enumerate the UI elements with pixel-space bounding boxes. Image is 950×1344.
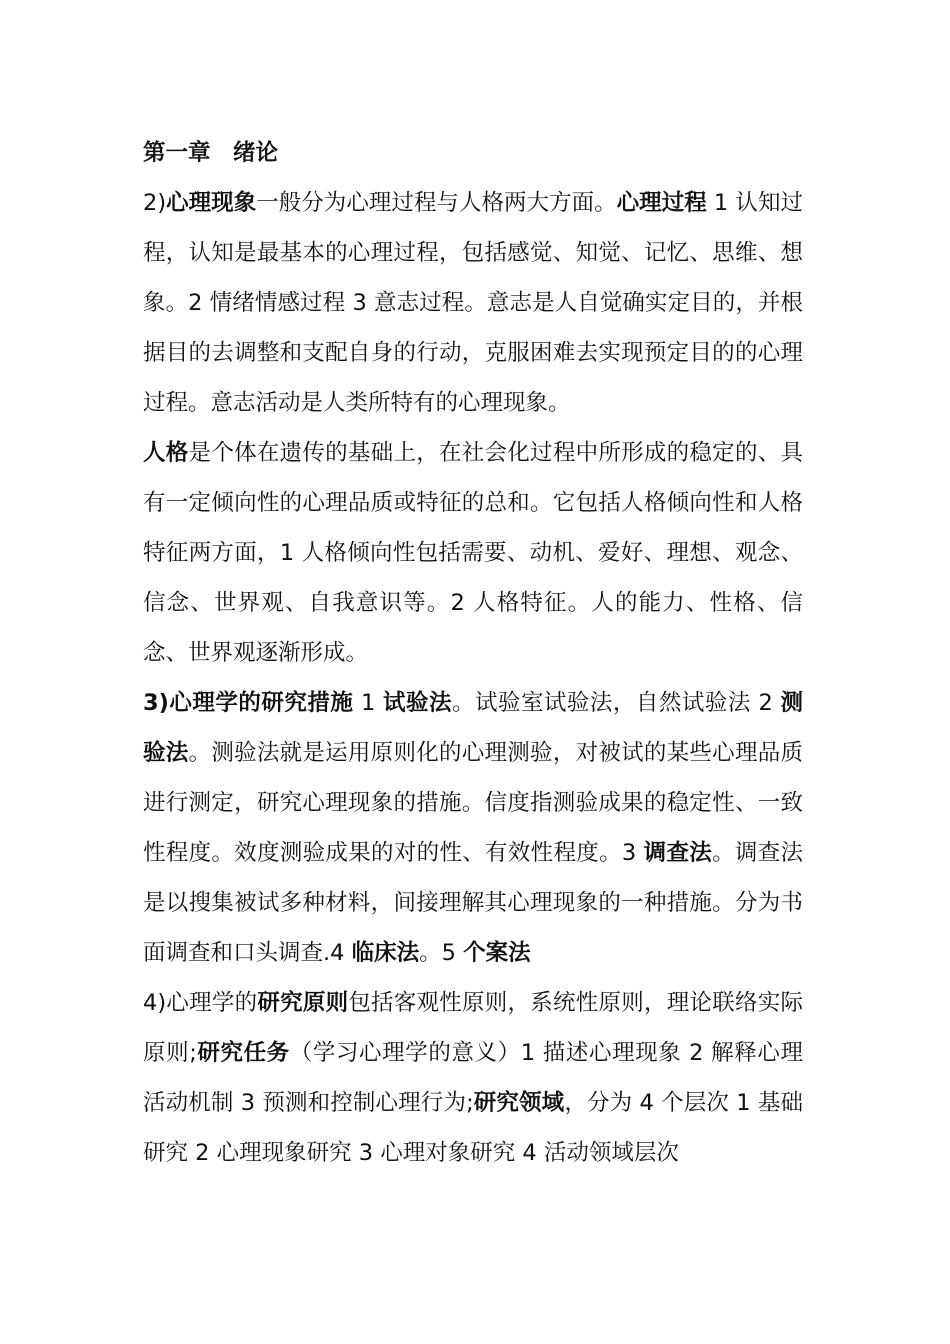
text-run: 是个体在遗传的基础上，在社会化过程中所形成的稳定的、具有一定倾向性的心理品质或特征的总和。它包括人格倾向性和人格特征两方面，1 人格倾向性包括需要、动机、爱好、理想、观念、信念、世界观、自我意识等。2 人格特征。人的能力、性格、信念、世界观逐渐形成。: [143, 440, 803, 666]
term-personality: 人格: [143, 440, 189, 466]
text-run: 。试验室试验法，自然试验法 2: [451, 690, 781, 716]
text-run: 。测验法就是运用原则化的心理测验，对被试的某些心理品质进行测定，研究心理现象的措施。信度指测验成果的稳定性、一致性程度。效度测验成果的对的性、有效性程度。3: [143, 740, 803, 866]
term-experiment-method: 试验法: [382, 690, 452, 716]
text-run: 4)心理学的: [143, 990, 258, 1016]
paragraph-personality: [143, 428, 803, 678]
term-case-method: 个案法: [463, 940, 531, 966]
text-run: ，分为 4 个层次 1 基础研究 2 心理现象研究 3 心理对象研究 4 活动领域层次: [143, 1090, 803, 1166]
text-run: （学习心理学的意义）1 描述心理现象 2 解释心理活动机制 3 预测和控制心理行为;: [143, 1040, 803, 1116]
text-run: 。调查法是以搜集被试多种材料，间接理解其心理现象的一种措施。分为书面调查和口头调查.4: [143, 840, 803, 966]
term-research-fields: 研究领域: [473, 1090, 565, 1116]
text-run: 1: [353, 690, 383, 716]
term-research-principles: 研究原则: [257, 990, 349, 1016]
term-psychological-process: 心理过程: [616, 190, 707, 216]
term-clinical-method: 临床法: [351, 940, 420, 966]
paragraph-research-principles: [143, 978, 803, 1178]
paragraph-research-methods: [143, 678, 803, 978]
paragraph-psychological-phenomena: [143, 178, 803, 428]
term-research-methods: 3)心理学的研究措施: [143, 690, 354, 716]
text-run: 包括客观性原则，系统性原则，理论联络实际原则;: [143, 990, 803, 1066]
text-run: 2): [143, 190, 167, 216]
term-research-tasks: 研究任务: [196, 1040, 290, 1066]
term-psychological-phenomena: 心理现象: [166, 190, 257, 216]
text-run: 1 认知过程，认知是最基本的心理过程，包括感觉、知觉、记忆、思维、想象。2 情绪情感过程 3 意志过程。意志是人自觉确实定目的，并根据目的去调整和支配自身的行动，克服困难去实现预定目的的心理过程。意志活动是人类所特有的心理现象。: [143, 190, 803, 416]
chapter-title: 第一章 绪论: [143, 140, 279, 166]
text-run: 。5: [419, 940, 464, 966]
term-test-method: 测验法: [143, 690, 803, 766]
text-run: 一般分为心理过程与人格两大方面。: [256, 190, 617, 216]
document-page: [143, 128, 803, 1178]
term-survey-method: 调查法: [643, 840, 713, 866]
